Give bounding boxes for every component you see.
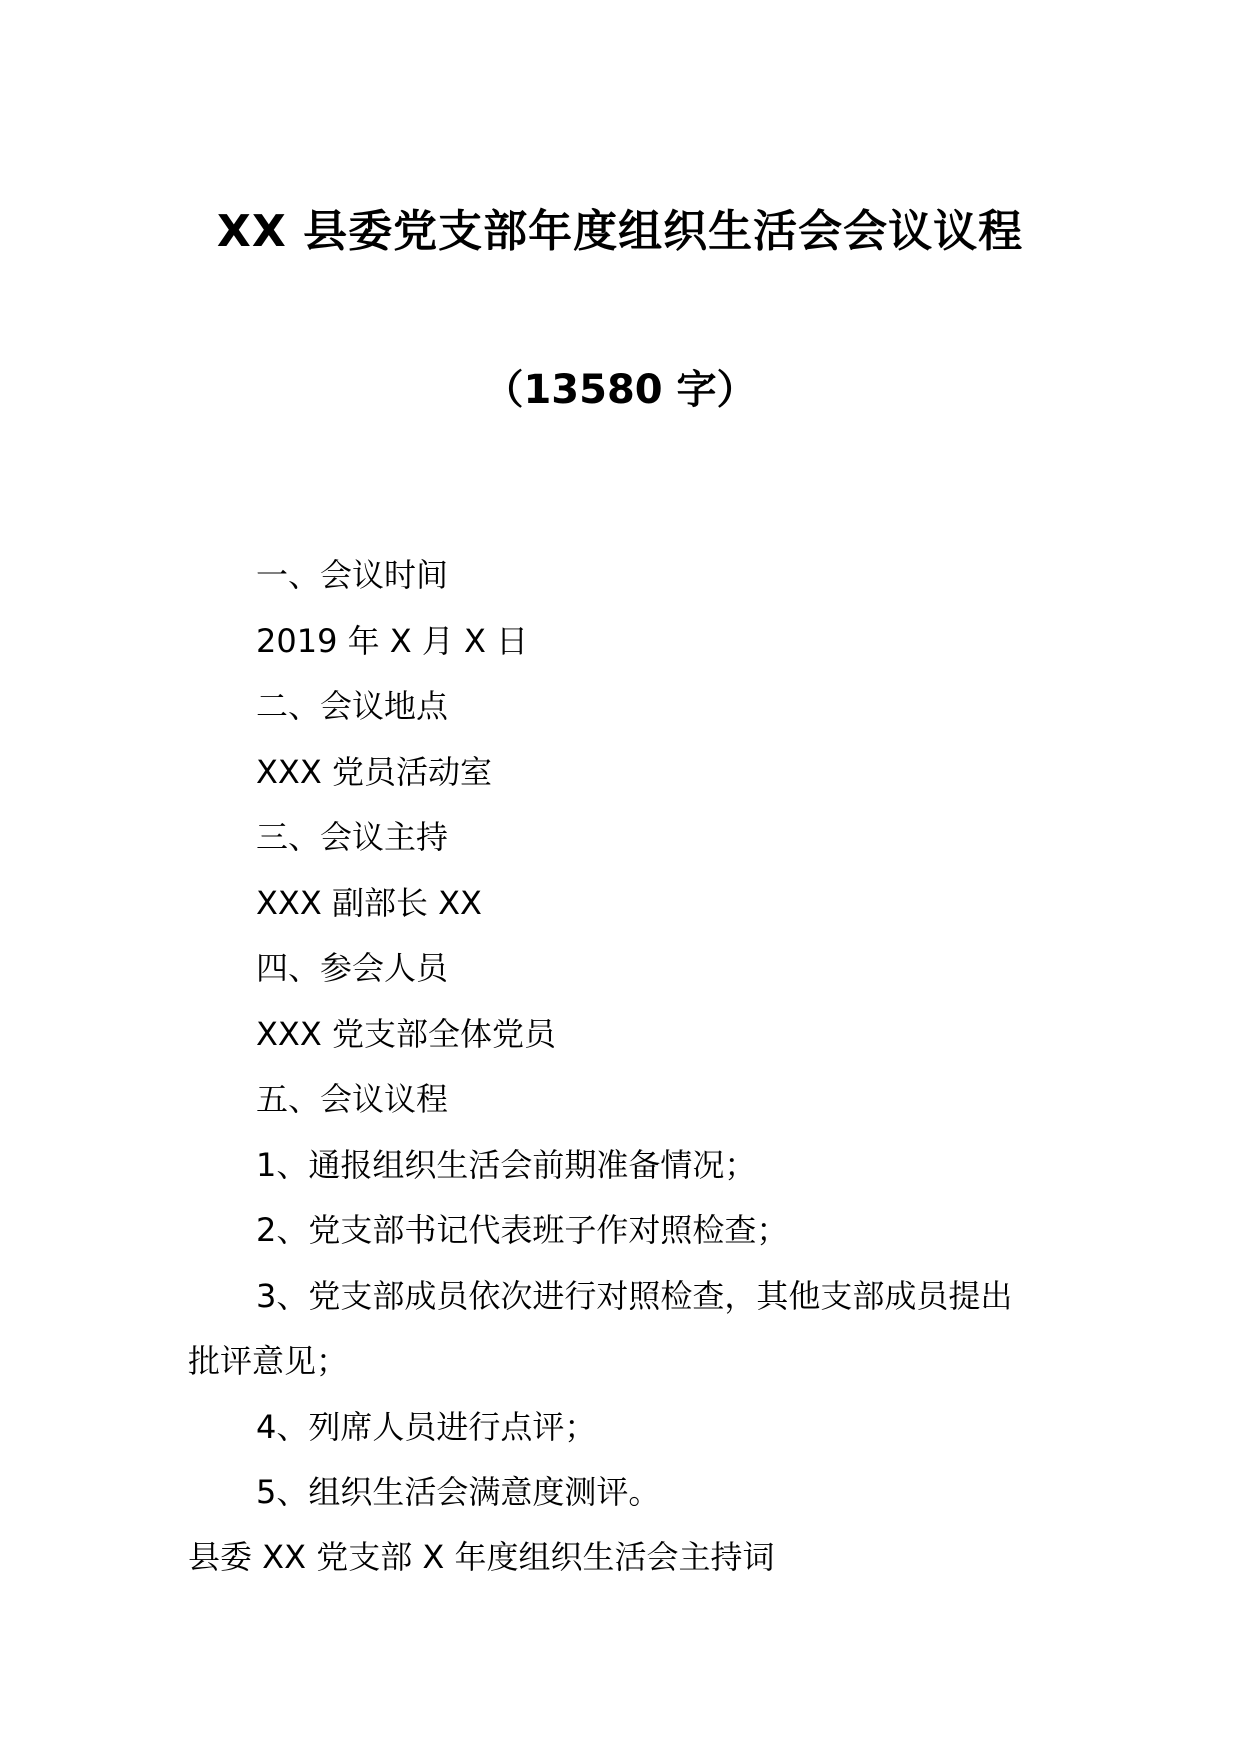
section-heading-attendees: 四、参会人员 [256,949,449,987]
word-count: （13580 字） [483,367,757,413]
meeting-location: XXX 党员活动室 [256,753,492,791]
agenda-item-2: 2、党支部书记代表班子作对照检查； [256,1211,789,1249]
section-heading-host: 三、会议主持 [256,818,449,856]
agenda-item-1: 1、通报组织生活会前期准备情况； [256,1146,757,1184]
section-heading-location: 二、会议地点 [256,687,449,725]
document-title: XX 县委党支部年度组织生活会会议议程 [216,206,1024,257]
meeting-host: XXX 副部长 XX [256,884,482,922]
agenda-item-5: 5、组织生活会满意度测评。 [256,1473,661,1511]
section-heading-agenda: 五、会议议程 [256,1080,449,1118]
meeting-date: 2019 年 X 月 X 日 [256,622,529,660]
agenda-item-4: 4、列席人员进行点评； [256,1408,597,1446]
agenda-item-3: 3、党支部成员依次进行对照检查，其他支部成员提出 [256,1277,1013,1315]
meeting-attendees: XXX 党支部全体党员 [256,1015,556,1053]
section-heading-time: 一、会议时间 [256,556,449,594]
agenda-item-3-continued: 批评意见； [188,1342,349,1380]
next-document-heading: 县委 XX 党支部 X 年度组织生活会主持词 [188,1538,775,1576]
